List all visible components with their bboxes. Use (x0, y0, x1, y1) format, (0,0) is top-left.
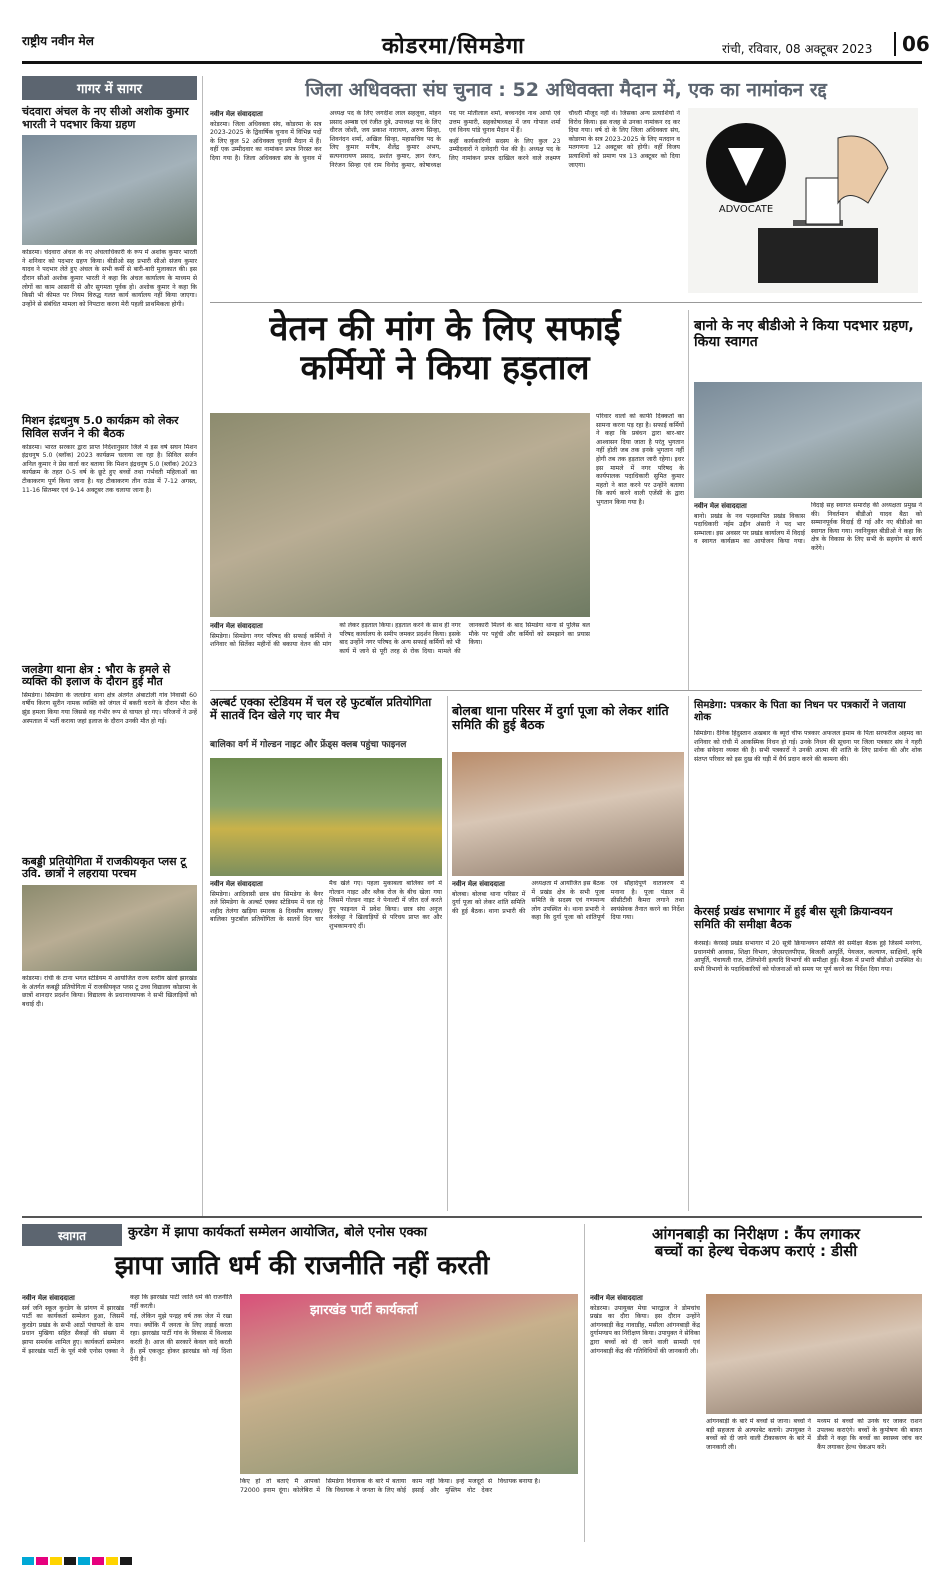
jhapa-photo (240, 1294, 578, 1474)
color-swatch (36, 1557, 48, 1565)
dateline: रांची, रविवार, 08 अक्टूबर 2023 (722, 42, 873, 56)
anganwadi-photo (706, 1294, 922, 1414)
story-photo (22, 135, 197, 245)
football-body (210, 880, 442, 1210)
masthead (22, 30, 930, 64)
lead-headline-line: कर्मियों ने किया हड़ताल (300, 348, 590, 389)
column-divider (202, 76, 203, 1216)
anganwadi-headline-line: आंगनबाड़ी का निरीक्षण : कैंप लगाकर (651, 1225, 860, 1243)
byline: नवीन मेल संवाददाता (452, 880, 505, 888)
story-headline: कबड्डी प्रतियोगिता में राजकीयकृत प्लस टू उवि. छात्रों ने लहराया परचम (22, 854, 186, 881)
section-title: कोडरमा/सिमडेगा (382, 34, 525, 59)
color-swatch (22, 1557, 34, 1565)
football-photo (210, 758, 442, 876)
top-story-headline: जिला अधिवक्ता संघ चुनाव : 52 अधिवक्ता मैदान में, एक का नामांकन रद्द (305, 79, 827, 101)
simdega-headline: सिमडेगा: पत्रकार के पिता का निधन पर पत्रकारों ने जताया शोक (694, 700, 906, 723)
lead-headline-line: वेतन की मांग के लिए सफाई (269, 309, 621, 349)
football-subhead: बालिका वर्ग में गोल्डन नाइट और फ्रेंड्स क्लब पहुंचा फाइनल (210, 740, 407, 750)
bano-body (694, 502, 922, 686)
bolba-headline: बोलबा थाना परिसर में दुर्गा पूजा को लेकर शांति समिति की हुई बैठक (452, 703, 669, 733)
kersai-body: केरसई। केरसई प्रखंड सभागार में 20 सूत्री क्रियान्वयन समिति की समीक्षा बैठक हुई जिसमें मनरेगा, प्रधानमंत्री आवास, शिक्षा विभाग, जेएसएलपीएस, बिजली आपूर्ति, पेयजल, कल्याण, साक्षियों, कृषि आपूर्ति, पंचायती राज, टेलिफोनी इत्यादि विभागों की समीक्षा हुई। बैठक में प्रभारी बीडीओ उपस्थित थे। सभी विभागों के पदाधिकारियों को योजनाओं को समय पर पूर्ण करने का निर्देश दिया गया। (694, 940, 922, 973)
story-body: कोडरमा। चंदवारा अंचल के नए अंचलाधिकारी के रूप में अशोक कुमार भारती ने शनिवार को पदभार ग्रहण किया। बीडीओ सह प्रभारी सीओ संजय कुमार यादव ने पदभार लेते हुए अंचल के सभी कर्मी से बारी-बारी मुलाकात की। इस दौरान सीओ अशोक कुमार भारती ने कहा कि अंचल कार्यालय के माध्यम से लोगों का काम आसानी से और सुगमता पूर्वक हो। अशोक कुमार ने कहा कि किसी भी कीमत पर नियम विरुद्ध गलत कार्य कार्यालय नहीं किया जाएगा। उन्होंने से संबंधित मामला को निपटारा करना मेरी पहली प्राथमिकता होगी। (22, 249, 197, 308)
jhapa-body (22, 1294, 232, 1539)
color-swatch (50, 1557, 62, 1565)
page-number: 06 (894, 32, 930, 56)
column-divider (688, 310, 689, 690)
lead-photo (210, 413, 590, 617)
story-body: सिमडेगा। सिमडेगा के जलडेगा थाना क्षेत्र अंतर्गत अंबाटोली गांव निवासी 60 वर्षीय किरण सुरीन नामक व्यक्ति को जंगल में बकरी चराने के दौरान भौरा के झुंड हमला किया गया जिससे वह गंभीर रूप से घायल हो गए। परिजनों ने उन्हें अस्पताल में भर्ती कराया जहां इलाज के दौरान उनकी मौत हो गई। (22, 691, 197, 725)
print-color-registration (22, 1550, 922, 1560)
bano-photo (694, 382, 922, 498)
football-headline: अल्बर्ट एक्का स्टेडियम में चल रहे फुटबॉल प्रतियोगिता में सातवें दिन खेले गए चार मैच (210, 695, 432, 723)
byline: नवीन मेल संवाददाता (210, 622, 263, 630)
story-headline: चंदवारा अंचल के नए सीओ अशोक कुमार भारती ने पदभार किया ग्रहण (22, 105, 189, 131)
bolba-body (452, 880, 684, 1210)
anganwadi-body-continued: आंगनबाड़ी के बारे में बच्चों से जाना। बच्चों ने बड़ी सहजता से अल्फाबेट बताये। उपायुक्त ने बच्चों को दी जाने वाली टीकाकरण के बारे में जानकारी ली। (706, 1418, 811, 1451)
byline: नवीन मेल संवाददाता (22, 1294, 75, 1302)
left-column (22, 76, 197, 1083)
photo-banner-text: झारखंड पार्टी कार्यकर्ता (310, 1303, 418, 1318)
paragraph: गई, लेकिन मुझे पन्द्रह वर्ष तक जेल में रखा गया। क्योंकि मैं जनता के लिए लड़ाई करता रहा। झारखंड पार्टी गांव के विकास में विश्वास करती है। आज की सरकारें केवल वादे करती हैं। हमें एकजुट होकर झारखंड को नई दिशा देनी है। (130, 1313, 232, 1364)
byline: नवीन मेल संवाददाता (210, 880, 263, 888)
paragraph: बानो। प्रखंड के नव पदस्थापित प्रखंड विकास पदाधिकारी नईम उद्दीन अंसारी ने पद भार सम्भाला। इस अवसर पर प्रखंड कार्यालय में विदाई व स्वागत कार्यक्रम का आयोजन किया गया। विदाई सह स्वागत समारोह की अध्यक्षता प्रमुख ने की। निवर्तमान बीडीओ यादव बैठा को सम्मानपूर्वक विदाई दी गई और नए बीडीओ का स्वागत किया गया। नवनियुक्त बीडीओ ने कहा कि क्षेत्र के विकास के लिए सभी के सहयोग से कार्य करेंगे। (694, 502, 922, 552)
section-divider (210, 690, 922, 691)
lead-body (210, 622, 590, 686)
lead-headline (210, 310, 680, 388)
column-label: गागर में सागर (22, 76, 197, 100)
jhapa-headline: झापा जाति धर्म की राजनीति नहीं करती (114, 1251, 490, 1281)
byline: नवीन मेल संवाददाता (210, 110, 263, 118)
advocate-illustration (688, 108, 918, 293)
anganwadi-body (590, 1294, 700, 1540)
paragraph: कहीं कार्यकारिणी सदस्य के लिए कुल 23 उम्मीदवारों ने दावेदारी पेश की है। अध्यक्ष पद के लिए नामांकन प्रपत्र दाखिल करने वाले लक्ष्मण चौधरी मौजूद नहीं थे। जिसका अन्य प्रत्याशियों ने विरोध किया। इस वजह से उनका नामांकन रद कर दिया गया। वर्ष दो के लिए जिला अधिवक्ता संघ, कोडरमा के सत्र 2023-2025 के लिए मतदान व मतगणना 12 अक्टूबर को होगी। वहीं विजय प्रत्याशियों को प्रमाण पत्र 13 अक्टूबर को दिया जाएगा। (449, 110, 680, 169)
story-photo (22, 885, 197, 971)
paragraph: सिमडेगा। आदिवासी छात्र संघ सिमडेगा के बैनर तले सिमडेगा के अल्बर्ट एक्का स्टेडियम में चल रहे शहीद तेलंगा खड़िया स्मारक 8 दिवसीय बालक/बालिका फुटबॉल प्रतियोगिता के सातवें दिन चार मैच खेले गए। पहला मुकाबला बालिका वर्ग में गोल्डन नाइट और ब्लैक रोज के बीच खेला गया जिसमें गोल्डन नाइट ने पेनाल्टी में जीत दर्ज करते हुए फाइनल में प्रवेश किया। छात्र संघ अनुज केरकेट्टा ने खिलाड़ियों से परिचय प्राप्त कर और शुभकामनाएं दीं। (210, 880, 442, 930)
anganwadi-headline-line: बच्चों का हेल्थ चेकअप कराएं : डीसी (654, 1242, 858, 1261)
column-divider (688, 696, 689, 1211)
column-divider (447, 696, 448, 1211)
story-headline: जलडेगा थाना क्षेत्र : भौरा के हमले से व्यक्ति की इलाज के दौरान हुई मौत (22, 662, 171, 689)
top-story-body (210, 110, 680, 300)
bano-headline: बानो के नए बीडीओ ने किया पदभार ग्रहण, किया स्वागत (694, 318, 914, 351)
ballot-advocate-icon (688, 108, 918, 293)
paragraph: कोडरमा। उपायुक्त मेघा भारद्वाज ने डोमचांच प्रखंड का दौरा किया। इस दौरान उन्होंने आंगनबाड़ी केंद्र नावाडीह, मसीला आंगनबाड़ी केंद्र दुर्गामण्डप का निरीक्षण किया। उपायुक्त ने सेविका द्वारा बच्चों को दी जाने वाली सामग्री एवं आंगनबाड़ी केंद्र की गतिविधियों की जानकारी ली। (590, 1304, 700, 1355)
color-swatch (92, 1557, 104, 1565)
anganwadi-body-continued: मध्यम से बच्चों को उनके घर जाकर राशन उपलब्ध कराएंगे। बच्चों के कुपोषण की बावत डीसी ने कहा कि बच्चों का स्वास्थ्य जांच कर कैंप लगाकर हेल्थ चेकअप करें। (817, 1418, 922, 1451)
jhapa-body-continued: किए हों तो बताएं मैं आपको 72000 इनाम दूंगा। कोलेबिरा में सिमडेगा विधायक के बारे में बताया कि विधायक ने जनता के लिए कोई काम नहीं किया। इन्हें मजदूरों से इसाई और मुस्लिम वोट देकर विधायक बनाया है। (240, 1478, 541, 1494)
svg-text:ADVOCATE: ADVOCATE (718, 204, 774, 215)
newspaper-logo: राष्ट्रीय नवीन मेल (22, 34, 94, 48)
column-label: स्वागत (22, 1224, 122, 1246)
section-divider (22, 1216, 922, 1218)
color-swatch (64, 1557, 76, 1565)
color-swatch (106, 1557, 118, 1565)
story-body: कोडरमा। रांची के टाना भगत स्टेडियम में आयोजित राज्य स्तरीय खेलो झारखंड के अंतर्गत कबड्डी प्रतियोगिता में राजकीयकृत प्लस टू उच्च विद्यालय कोडरमा के छात्रों शानदार प्रदर्शन किया। विद्यालय के प्रधानाध्यापक ने सभी खिलाड़ियों को बधाई दी। (22, 975, 197, 1008)
paragraph: सिमडेगा। सिमडेगा नगर परिषद की सफाई कर्मियों ने शनिवार को सिर्तेका महीनों की बकाया वेतन की मांग को लेकर हड़ताल किया। हड़ताल करने के साथ ही नगर परिषद कार्यालय के समीप जमकर प्रदर्शन किया। इसके बाद उन्होंने नगर परिषद के अन्य सफाई कर्मियों को भी कार्य में जाने से पूरी तरह से रोक दिया। मामले की जानकारी मिलने के बाद सिमडेगा थाना से पुलिस बल मौके पर पहुंची और कर्मियों को समझाने का प्रयास किया। (210, 622, 590, 655)
color-swatch (120, 1557, 132, 1565)
simdega-body: सिमडेगा। दैनिक हिंदुस्तान अखबार के ब्यूरो चीफ पत्रकार अफजल इमाम के पिता सरफरीज अहमद का शनिवार को रांची में आकस्मिक निधन हो गई। उनके निधन की सूचना पर जिला पत्रकार संघ ने गहरी शोक संवेदना व्यक्त की है। सभी पत्रकारों ने उनकी आत्मा की शांति के लिए प्रार्थना की और शोक संतप्त परिवार को इस दुख की घड़ी में धैर्य प्रदान करने की कामना की। (694, 730, 922, 763)
bolba-photo (452, 752, 684, 876)
paragraph: सर्व जनि स्कूल कुरडेग के प्रांगण में झारखंड पार्टी का कार्यकर्ता सम्मेलन हुआ, जिसमें कुरडेग प्रखंड के सभी आठों पंचायतों के ग्राम प्रधान मुखिया सहित सैकड़ों की संख्या में झापा समर्थक शामिल हुए। कार्यकर्ता सम्मेलन में झारखंड पार्टी के पूर्व मंत्री एनोस एक्का ने कहा कि झारखंड पार्टी जाति धर्म की राजनीति नहीं करती। (22, 1294, 232, 1355)
color-swatch (78, 1557, 90, 1565)
anganwadi-headline (590, 1226, 922, 1261)
section-divider (210, 302, 922, 303)
byline: नवीन मेल संवाददाता (590, 1294, 643, 1302)
kersai-headline: केरसई प्रखंड सभागार में हुई बीस सूत्री क्रियान्वयन समिति की समीक्षा बैठक (694, 905, 893, 931)
paragraph: बोलबा। बोलबा थाना परिसर में दुर्गा पूजा को लेकर शांति समिति की हुई बैठक। थाना प्रभारी की अध्यक्षता में आयोजित इस बैठक में प्रखंड क्षेत्र के सभी पूजा समिति के सदस्य एवं गणमान्य लोग उपस्थित थे। थाना प्रभारी ने कहा कि दुर्गा पूजा को शांतिपूर्ण एवं सौहार्दपूर्ण वातावरण में मनाना है। पूजा पंडाल में सीसीटीवी कैमरा लगाने तथा स्वयंसेवक तैनात करने का निर्देश दिया गया। (452, 880, 684, 922)
story-body: कोडरमा। भारत सरकार द्वारा प्राप्त निर्देशानुसार जिले में इस वर्ष सघन मिशन इंद्रधनुष 5.0 (ब्लॉक) 2023 कार्यक्रम चलाया जा रहा है। सिविल सर्जन अनिल कुमार ने प्रेस वार्ता कर बताया कि मिशन इंद्रधनुष 5.0 (ब्लॉक) 2023 कार्यक्रम के तहत 0-5 वर्ष के छूटे हुए बच्चों तथा गर्भवती महिलाओं का टीकाकरण पूर्ण किया जाना है। यह टीकाकरण तीन राउंड में 7-12 अगस्त, 11-16 सितम्बर एवं 9-14 अक्टूबर तक चलाया जाना है। (22, 443, 197, 494)
jhapa-kicker: कुरडेग में झापा कार्यकर्ता सम्मेलन आयोजित, बोले एनोस एक्का (128, 1225, 427, 1240)
column-divider (584, 1224, 585, 1542)
story-headline: मिशन इंद्रधनुष 5.0 कार्यक्रम को लेकर सिविल सर्जन ने की बैठक (22, 414, 179, 440)
lead-body-continued: परिवार वालों को काफी दिक्कतों का सामना करना पड़ रहा है। सफाई कर्मियों ने कहा कि प्रबंधन द्वारा बार-बार आश्वासन दिया जाता है परंतु भुगतान नहीं होती जब तक इनके भुगतान नहीं होगी तब तक हड़ताल जारी रहेगा। इधर इस मामले में नगर परिषद के कार्यपालक पदाधिकारी सुमित कुमार महतो ने बात करने पर उन्होंने बताया कि कार्य करने वाली एजेंसी के द्वारा भुगतान किया गया है। (596, 413, 684, 506)
paragraph: कोडरमा। जिला अधिवक्ता संघ, कोडरमा के सत्र 2023-2025 के द्विवार्षिक चुनाव में विभिन्न पदों के लिए कुल 52 अधिवक्ता चुनावी मैदान में हैं। वहीं एक उम्मीदवार का नामांकन प्रपत्र निरस्त कर दिया गया है। जिला अधिवक्ता संघ के चुनाव में अध्यक्ष पद के लिए जगदीश लाल सहलूवा, मोहन प्रसाद अम्बष्ठ एवं रंजीत दुबे, उपाध्यक्ष पद के लिए धीरज जोशी, जय प्रकाश नारायण, अरुण सिन्हा, शिवनंदन शर्मा, अखिल सिन्हा, महासचिव पद के लिए कुमार मनीष, शैलेंद्र कुमार अभय, सत्यनारायण प्रसाद, प्रशांत कुमार, ज्ञान रंजन, निरंजन सिन्हा एवं राम विनोद कुमार, कोषाध्यक्ष पद पर मोतीलाल शर्मा, बच्चनदेव नाथ आर्या एवं उत्तम कुमारी, सहकोषाध्यक्ष में जय गोपाल शर्मा एवं विनय पांडे चुनाव मैदान में हैं। (210, 110, 561, 169)
byline: नवीन मेल संवाददाता (694, 502, 747, 510)
